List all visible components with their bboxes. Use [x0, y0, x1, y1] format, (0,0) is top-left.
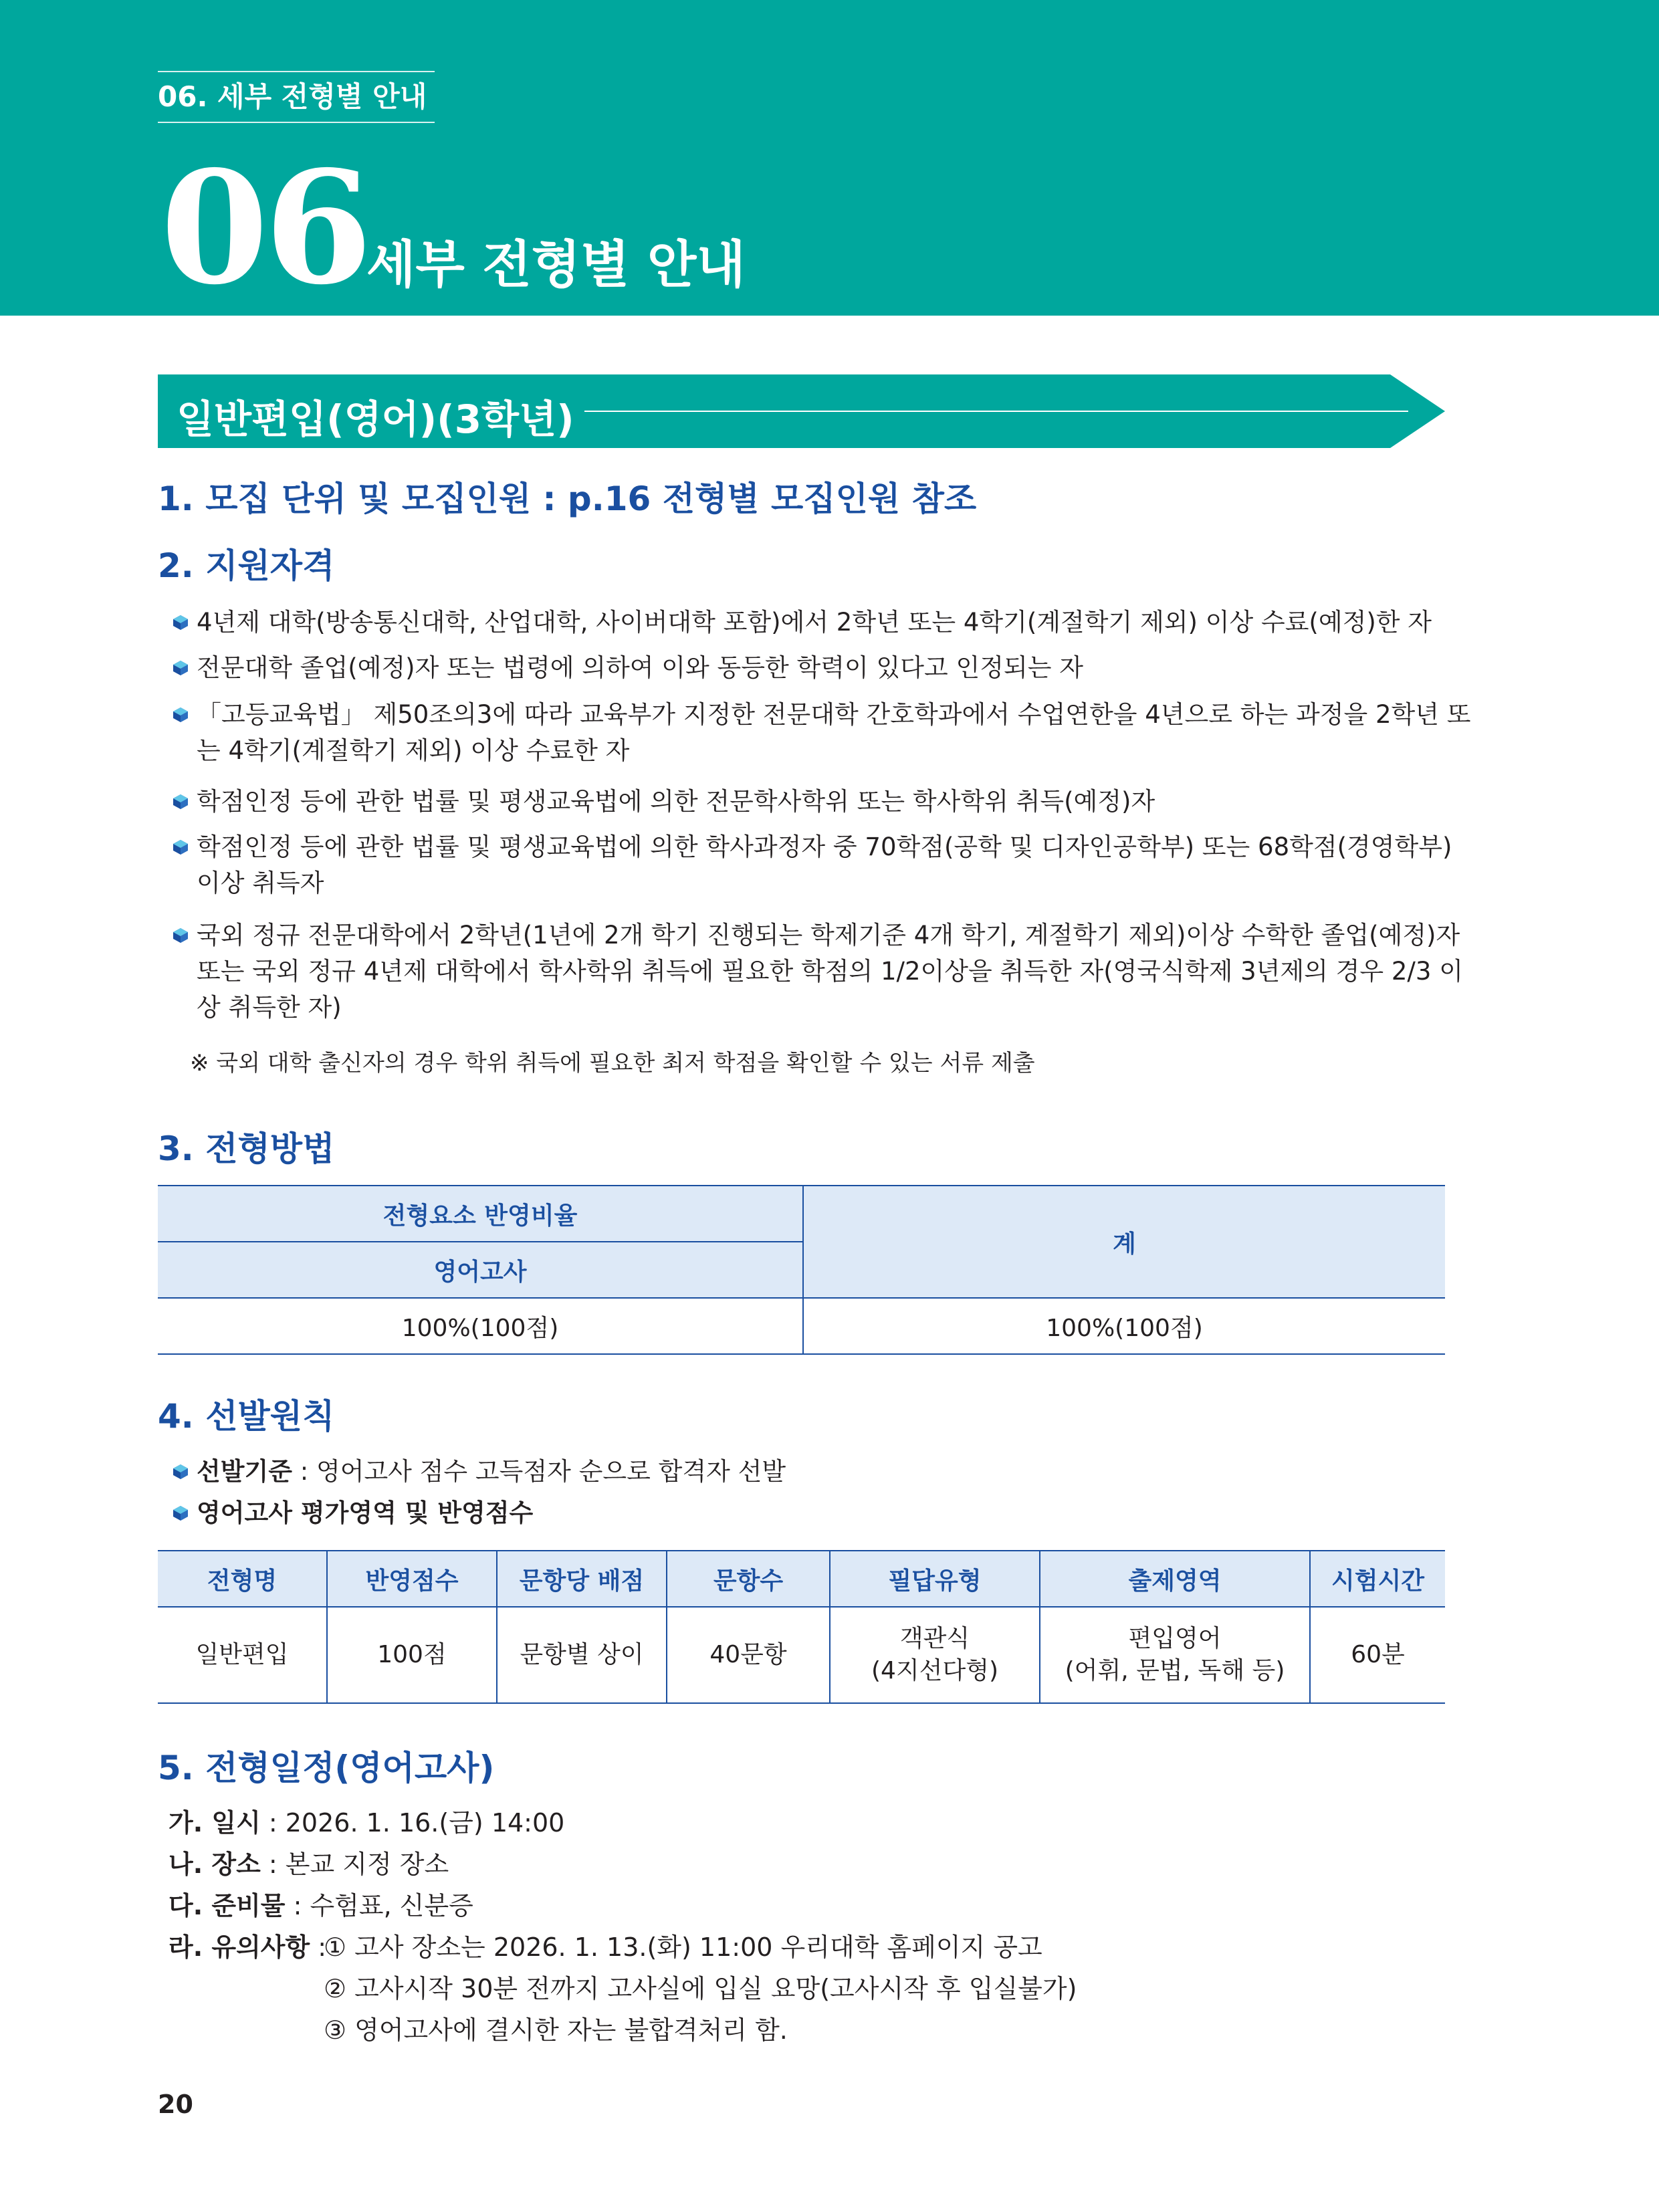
- schedule-items-value: : 수험표, 신분증: [285, 1891, 473, 1920]
- exam-area-line2: (어휘, 문법, 독해 등): [1065, 1657, 1285, 1684]
- schedule-note-item: ② 고사시작 30분 전까지 고사실에 입실 요망(고사시작 후 입실불가): [324, 1974, 1077, 2003]
- cube-bullet-icon: [173, 794, 189, 810]
- schedule-place-label: 나. 장소: [169, 1850, 261, 1879]
- schedule-date-label: 가. 일시: [169, 1808, 261, 1838]
- chapter-header: [0, 0, 1659, 319]
- section-heading-selection: 4. 선발원칙: [158, 1397, 335, 1436]
- eligibility-item: [173, 697, 1474, 769]
- breadcrumb: 06. 세부 전형별 안내: [158, 71, 435, 123]
- chapter-title: 세부 전형별 안내: [366, 235, 746, 294]
- eligibility-item-text: 국외 정규 전문대학에서 2학년(1년에 2개 학기 진행되는 학제기준 4개 학기, 계절학기 제외)이상 수학한 졸업(예정)자 또는 국외 정규 4년제 대학에서 학사학위 취득에 필요한 학점의 1/2이상을 취득한 자(영국식학제 3년제의 경우 2/3 이상 취득한 자): [197, 921, 1463, 1022]
- schedule-place-value: : 본교 지정 장소: [260, 1850, 449, 1879]
- cube-bullet-icon: [173, 927, 189, 944]
- schedule-note-item: ① 고사 장소는 2026. 1. 13.(화) 11:00 우리대학 홈페이지 공고: [324, 1932, 1042, 1962]
- exam-header-cell: 문항당 배점: [497, 1551, 667, 1607]
- method-table: [158, 1185, 1445, 1355]
- eligibility-item-text: 학점인정 등에 관한 법률 및 평생교육법에 의한 학사과정자 중 70학점(공학 및 디자인공학부) 또는 68학점(경영학부) 이상 취득자: [197, 833, 1452, 897]
- exam-cell-area: [1040, 1607, 1310, 1703]
- exam-cell-per-item: 문항별 상이: [497, 1607, 667, 1703]
- schedule-date: [169, 1803, 564, 1843]
- page-number: 20: [158, 2090, 193, 2119]
- exam-cell-score: 100점: [327, 1607, 497, 1703]
- schedule-place: [169, 1844, 449, 1884]
- banner-title: 일반편입(영어)(3학년): [177, 397, 574, 442]
- cube-bullet-icon: [173, 1505, 189, 1521]
- exam-cell-type: [830, 1607, 1040, 1703]
- exam-heading-text: 영어고사 평가영역 및 반영점수: [197, 1499, 534, 1527]
- selection-criteria: [173, 1454, 1474, 1490]
- selection-criteria-text: : 영어고사 점수 고득점자 순으로 합격자 선발: [292, 1457, 786, 1486]
- section-heading-quota: 1. 모집 단위 및 모집인원 : p.16 전형별 모집인원 참조: [158, 479, 977, 518]
- eligibility-item-text: 전문대학 졸업(예정)자 또는 법령에 의하여 이와 동등한 학력이 있다고 인정되는 자: [197, 653, 1083, 682]
- eligibility-item-text: 「고등교육법」 제50조의3에 따라 교육부가 지정한 전문대학 간호학과에서 수업연한을 4년으로 하는 과정을 2학년 또는 4학기(계절학기 제외) 이상 수료한 자: [197, 700, 1471, 765]
- schedule-items-label: 다. 준비물: [169, 1891, 286, 1920]
- eligibility-item: [173, 784, 1474, 820]
- eligibility-note: ※ 국외 대학 출신자의 경우 학위 취득에 필요한 최저 학점을 확인할 수 있는 서류 제출: [190, 1050, 1035, 1077]
- cube-bullet-icon: [173, 839, 189, 855]
- method-header-english: 영어고사: [158, 1242, 803, 1298]
- cube-bullet-icon: [173, 615, 189, 631]
- method-header-group: 전형요소 반영비율: [158, 1186, 803, 1242]
- exam-cell-name: 일반편입: [158, 1607, 327, 1703]
- schedule-notes-label: 라. 유의사항: [169, 1932, 310, 1962]
- exam-header-cell: 문항수: [667, 1551, 830, 1607]
- chapter-number: 06: [160, 136, 368, 319]
- method-header-total: 계: [803, 1186, 1445, 1298]
- exam-cell-count: 40문항: [667, 1607, 830, 1703]
- schedule-date-value: : 2026. 1. 16.(금) 14:00: [260, 1808, 565, 1838]
- exam-header-cell: 필답유형: [830, 1551, 1040, 1607]
- schedule-notes: [169, 1927, 326, 1967]
- exam-type-line1: 객관식: [899, 1625, 970, 1652]
- exam-heading: [173, 1495, 1474, 1531]
- cube-bullet-icon: [173, 1464, 189, 1480]
- eligibility-item: [173, 650, 1474, 686]
- eligibility-item: [173, 917, 1474, 1026]
- cube-bullet-icon: [173, 707, 189, 723]
- cube-bullet-icon: [173, 660, 189, 676]
- exam-header-cell: 시험시간: [1310, 1551, 1445, 1607]
- eligibility-item-text: 4년제 대학(방송통신대학, 산업대학, 사이버대학 포함)에서 2학년 또는 4학기(계절학기 제외) 이상 수료(예정)한 자: [197, 608, 1432, 637]
- exam-type-line2: (4지선다형): [871, 1657, 999, 1684]
- exam-table: [158, 1550, 1445, 1704]
- method-value-english: 100%(100점): [158, 1298, 803, 1354]
- section-heading-method: 3. 전형방법: [158, 1129, 335, 1168]
- selection-criteria-label: 선발기준: [197, 1457, 292, 1486]
- eligibility-item: [173, 604, 1474, 641]
- method-value-total: 100%(100점): [803, 1298, 1445, 1354]
- section-banner: [158, 374, 1445, 448]
- section-heading-schedule: 5. 전형일정(영어고사): [158, 1749, 495, 1787]
- exam-header-cell: 전형명: [158, 1551, 327, 1607]
- section-heading-eligibility: 2. 지원자격: [158, 546, 335, 585]
- exam-cell-time: 60분: [1310, 1607, 1445, 1703]
- exam-header-cell: 출제영역: [1040, 1551, 1310, 1607]
- schedule-notes-sep: :: [310, 1932, 327, 1962]
- eligibility-item-text: 학점인정 등에 관한 법률 및 평생교육법에 의한 전문학사학위 또는 학사학위 취득(예정)자: [197, 787, 1155, 816]
- exam-area-line1: 편입영어: [1128, 1625, 1222, 1652]
- eligibility-item: [173, 829, 1474, 901]
- exam-header-cell: 반영점수: [327, 1551, 497, 1607]
- schedule-note-item: ③ 영어고사에 결시한 자는 불합격처리 함.: [324, 2015, 788, 2045]
- schedule-items: [169, 1886, 473, 1926]
